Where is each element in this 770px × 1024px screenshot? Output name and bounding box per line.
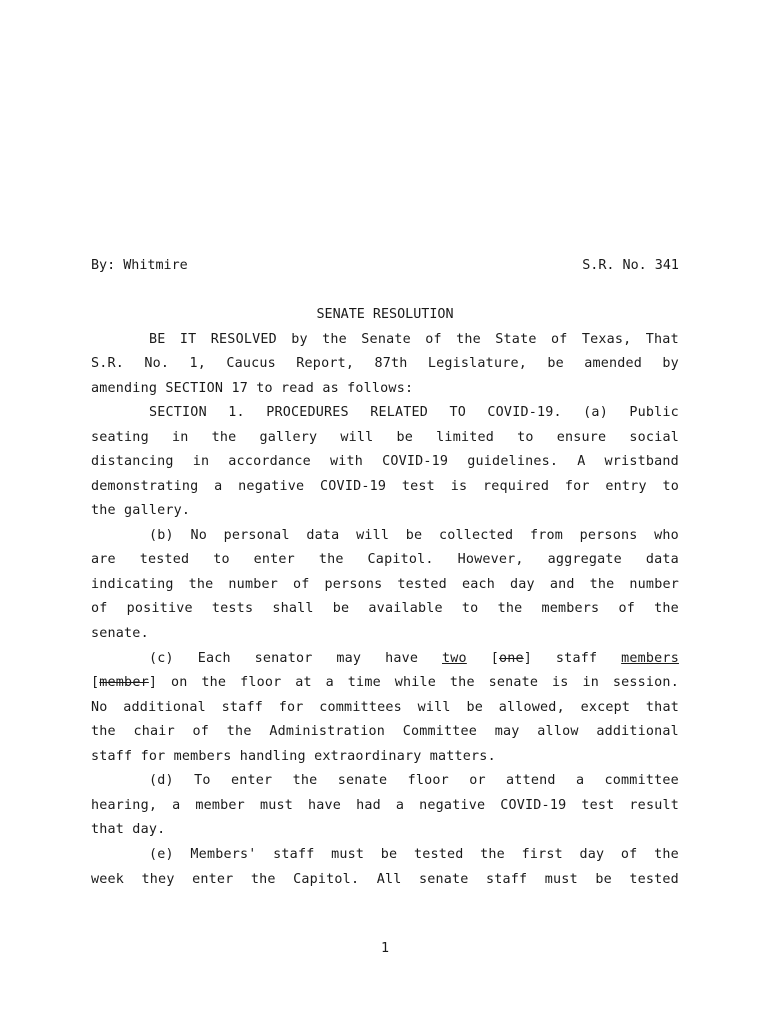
word: Capitol.	[367, 552, 434, 567]
word: will	[356, 528, 390, 543]
text-line	[91, 356, 679, 372]
word: No	[91, 700, 108, 715]
word: Each	[197, 651, 231, 666]
deleted-group	[91, 675, 157, 691]
word: distancing	[91, 454, 174, 469]
deleted-text: one	[498, 651, 524, 666]
word: the	[318, 552, 344, 567]
word: ensure	[556, 430, 607, 445]
word: floor	[407, 773, 449, 788]
word: be	[332, 601, 350, 616]
word: PROCEDURES	[266, 405, 349, 420]
word: positive	[126, 601, 193, 616]
word: each	[461, 577, 496, 592]
word: the	[480, 847, 505, 862]
word: by	[662, 356, 679, 371]
word: attend	[506, 773, 556, 788]
word: BE	[149, 332, 166, 347]
word: senate	[337, 773, 388, 788]
word: at	[295, 675, 312, 690]
word: is	[450, 479, 468, 494]
inserted-text: two	[442, 651, 467, 666]
text-line: senate.	[91, 626, 149, 641]
word: first	[521, 847, 563, 862]
word: tested	[413, 847, 464, 862]
word: of	[91, 601, 108, 616]
deleted-text: member	[99, 675, 149, 690]
word: had	[356, 798, 381, 813]
word: except	[580, 700, 631, 715]
word: All	[376, 872, 402, 887]
word: accordance	[228, 454, 311, 469]
word: Administration	[269, 724, 385, 739]
word: result	[629, 798, 679, 813]
text-line	[91, 577, 679, 593]
word: of	[618, 601, 635, 616]
word: State	[495, 332, 537, 347]
word: of	[192, 724, 210, 739]
word: No.	[144, 356, 170, 371]
word: the	[250, 872, 276, 887]
word: (d)	[149, 773, 174, 788]
word: That	[645, 332, 679, 347]
word: a	[214, 479, 223, 494]
word: will	[340, 430, 374, 445]
word: the	[589, 577, 615, 592]
word: gallery	[259, 430, 318, 445]
word: persons	[579, 528, 638, 543]
word: enter	[230, 773, 273, 788]
word: while	[394, 675, 437, 690]
word: Legislature,	[427, 356, 527, 371]
word: staff	[221, 700, 263, 715]
text-line	[91, 675, 679, 691]
word: COVID-19	[382, 454, 449, 469]
bracket: ]	[148, 675, 158, 690]
word: in	[192, 454, 210, 469]
word: staff	[486, 872, 528, 887]
author-name: Whitmire	[123, 258, 188, 273]
word: A	[577, 454, 586, 469]
word: Report,	[296, 356, 355, 371]
word: (c)	[149, 651, 174, 666]
document-title: SENATE RESOLUTION	[316, 307, 454, 322]
word: Members'	[190, 847, 257, 862]
word: SECTION	[149, 405, 207, 420]
word: week	[91, 872, 125, 887]
word: senate	[418, 872, 469, 887]
word: they	[141, 872, 175, 887]
text-line	[91, 405, 679, 421]
word: 1.	[228, 405, 245, 420]
word: wristband	[604, 454, 679, 469]
word: are	[91, 552, 116, 567]
word: of	[293, 577, 310, 592]
word: may	[494, 724, 520, 739]
word: by	[291, 332, 308, 347]
word: must	[259, 798, 294, 813]
inserted-text: members	[621, 651, 679, 666]
word: test	[581, 798, 615, 813]
word: members	[541, 601, 600, 616]
word: will	[417, 700, 451, 715]
word: To	[194, 773, 211, 788]
word: (b)	[149, 528, 174, 543]
word: However,	[457, 552, 524, 567]
word: staff	[555, 651, 598, 666]
word: TO	[449, 405, 466, 420]
word: floor	[240, 675, 282, 690]
word: committees	[319, 700, 402, 715]
word: Senate	[361, 332, 411, 347]
word: tested	[397, 577, 447, 592]
word: to	[461, 601, 479, 616]
word: member	[195, 798, 245, 813]
word: limited	[436, 430, 495, 445]
word: additional	[123, 700, 206, 715]
word: the	[201, 675, 227, 690]
word: be	[466, 700, 483, 715]
word: seating	[91, 430, 149, 445]
bracket: [	[490, 651, 499, 666]
word: on	[170, 675, 188, 690]
word: number	[629, 577, 679, 592]
word: amended	[584, 356, 643, 371]
word: enter	[253, 552, 295, 567]
word: tested	[139, 552, 190, 567]
word: Caucus	[226, 356, 276, 371]
word: the	[211, 430, 237, 445]
word: 87th	[374, 356, 408, 371]
text-line	[91, 773, 679, 789]
word: data	[306, 528, 340, 543]
word: be	[380, 847, 398, 862]
word: be	[547, 356, 564, 371]
text-line	[91, 601, 679, 617]
text-line	[91, 454, 679, 470]
word: the	[292, 773, 318, 788]
word: or	[469, 773, 486, 788]
word: the	[456, 332, 481, 347]
bill-number: S.R. No. 341	[582, 258, 679, 273]
text-line	[91, 332, 679, 348]
word: test	[401, 479, 435, 494]
word: number	[228, 577, 278, 592]
bracket: ]	[523, 651, 533, 666]
word: a	[395, 798, 405, 813]
word: the	[654, 847, 679, 862]
text-line	[91, 847, 679, 863]
word: must	[331, 847, 365, 862]
word: COVID-19.	[487, 405, 562, 420]
word: to	[662, 479, 679, 494]
word: from	[529, 528, 563, 543]
deleted-group	[491, 651, 532, 667]
word: tests	[211, 601, 254, 616]
text-line: amending SECTION 17 to read as follows:	[91, 381, 414, 396]
text-line	[91, 528, 679, 544]
text-line	[91, 700, 679, 716]
document-header	[91, 258, 679, 274]
word: a	[325, 675, 334, 690]
text-line	[91, 430, 679, 446]
word: No	[190, 528, 207, 543]
word: the	[449, 675, 475, 690]
word: allow	[537, 724, 579, 739]
text-line	[91, 552, 679, 568]
word: may	[336, 651, 362, 666]
word: Capitol.	[293, 872, 360, 887]
word: persons	[324, 577, 383, 592]
word: is	[552, 675, 569, 690]
word: Texas,	[581, 332, 632, 347]
word: shall	[272, 601, 314, 616]
word: RESOLVED	[210, 332, 277, 347]
word: hearing,	[91, 798, 158, 813]
word: (a)	[583, 405, 608, 420]
word: time	[347, 675, 381, 690]
word: day	[510, 577, 535, 592]
word: a	[575, 773, 585, 788]
word: committee	[604, 773, 679, 788]
word: Committee	[402, 724, 478, 739]
word: for	[564, 479, 590, 494]
word: session.	[612, 675, 679, 690]
word: of	[620, 847, 638, 862]
text-line: the gallery.	[91, 503, 191, 518]
word: to	[213, 552, 230, 567]
word: additional	[596, 724, 679, 739]
word: and	[549, 577, 575, 592]
word: aggregate	[547, 552, 622, 567]
text-line	[91, 479, 679, 495]
word: must	[544, 872, 578, 887]
word: that	[645, 700, 679, 715]
word: be	[405, 528, 423, 543]
word: required	[482, 479, 550, 494]
word: of	[425, 332, 442, 347]
word: who	[654, 528, 679, 543]
word: tested	[629, 872, 679, 887]
word: senator	[254, 651, 313, 666]
text-line: staff for members handling extraordinary matters.	[91, 749, 496, 764]
word: have	[308, 798, 342, 813]
word: the	[226, 724, 252, 739]
word: staff	[273, 847, 315, 862]
word: enter	[192, 872, 234, 887]
word: data	[645, 552, 679, 567]
author-line	[91, 258, 188, 274]
text-line: that day.	[91, 822, 166, 837]
word: Public	[629, 405, 679, 420]
word: to	[517, 430, 534, 445]
word: collected	[438, 528, 514, 543]
word: of	[550, 332, 568, 347]
word: be	[396, 430, 414, 445]
word: IT	[179, 332, 197, 347]
word: 1,	[189, 356, 207, 371]
word: allowed,	[498, 700, 565, 715]
word: the	[322, 332, 347, 347]
word: available	[368, 601, 443, 616]
word: in	[582, 675, 599, 690]
word: personal	[223, 528, 290, 543]
word: COVID-19	[320, 479, 387, 494]
word: social	[629, 430, 679, 445]
word: the	[188, 577, 214, 592]
word: (e)	[149, 847, 174, 862]
by-label: By:	[91, 258, 116, 273]
word: chair	[133, 724, 175, 739]
word: for	[278, 700, 304, 715]
text-line	[91, 872, 679, 888]
word: day	[579, 847, 605, 862]
text-line	[91, 724, 679, 740]
word: entry	[605, 479, 647, 494]
word: indicating	[91, 577, 174, 592]
word: with	[329, 454, 364, 469]
word: have	[385, 651, 419, 666]
word: negative	[419, 798, 486, 813]
bracket: [	[91, 675, 100, 690]
word: senate	[488, 675, 539, 690]
page-number: 1	[380, 941, 390, 956]
word: the	[91, 724, 116, 739]
word: a	[172, 798, 181, 813]
word: demonstrating	[91, 479, 199, 494]
word: S.R.	[91, 356, 125, 371]
text-line	[91, 798, 679, 814]
text-line	[91, 651, 679, 667]
word: COVID-19	[500, 798, 567, 813]
word: be	[595, 872, 612, 887]
word: guidelines.	[467, 454, 559, 469]
word: in	[171, 430, 189, 445]
word: the	[497, 601, 523, 616]
word: negative	[238, 479, 305, 494]
word: the	[654, 601, 679, 616]
word: RELATED	[370, 405, 429, 420]
